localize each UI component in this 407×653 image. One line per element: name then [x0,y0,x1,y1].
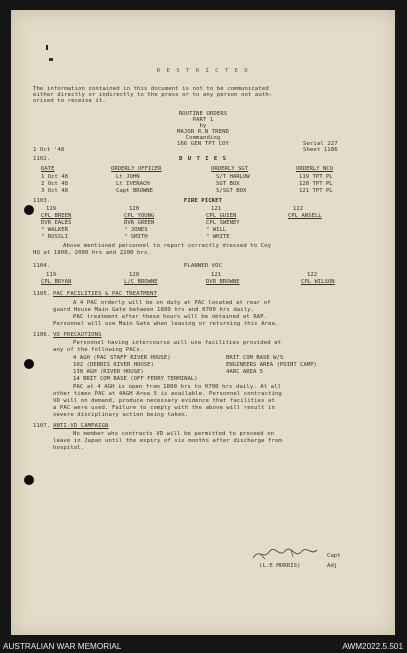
paragraph-line: Personnel having intercourse will use facilities provided at [73,340,282,346]
fire-picket-row [11,213,395,220]
section-title: FIRE PICKET [183,198,223,204]
document-page [11,10,395,635]
cell: CPL BRYAN [41,279,72,285]
cell: S/T HARLOW [216,174,250,180]
platoon-number: 120 [129,206,140,212]
platoon-number: 122 [307,272,318,278]
paragraph-line: any of the following PACs. [53,347,144,353]
pac-list-row [11,376,395,383]
staple-mark [46,45,48,50]
cell: " WILL [206,227,227,233]
cell: Capt BROWNE [116,188,154,194]
serial-number: Serial 227 [303,141,338,147]
section-number: 1106. [33,332,51,338]
platoon-number: 122 [293,206,304,212]
cell: 2 Oct 48 [41,181,68,187]
cell: L/C BROWNE [124,279,158,285]
orders-heading: Commanding [185,135,221,141]
signature-name: (L.E MORRIS) [259,563,301,569]
cell: Lt JOHN [116,174,140,180]
cell: 3 Oct 48 [41,188,68,194]
duties-row [11,174,395,181]
fire-picket-note: HQ at 1800, 2000 hrs and 2200 hrs. [33,250,151,256]
platoon-number: 121 [211,206,222,212]
column-header: ORDERLY OFFICER [111,166,162,172]
voc-header [11,272,395,279]
fire-picket-row [11,220,395,227]
orders-heading: ROUTINE ORDERS [178,111,228,117]
paragraph-line: guard House Main Gate between 1800 hrs and 0700 hrs daily. [53,307,255,313]
cell: Lt IVERACH [116,181,150,187]
platoon-number: 119 [46,272,57,278]
notice-line: either directly or indirectly to the press or to any person not auth- [33,92,273,98]
cell: CPL WILSON [301,279,335,285]
fire-picket-row [11,234,395,241]
section-number: 1102. [33,156,51,162]
platoon-number: 119 [46,206,57,212]
pac-location: ENGINEERS AREA (POINT CAMP) [226,362,317,368]
cell: " SMITH [124,234,148,240]
orders-heading: MAJOR R.N TREND [176,129,230,135]
section-title: ANTI-VD CAMPAIGN [53,423,109,429]
security-banner: R E S T R I C T E D [156,68,250,74]
paragraph-line: PAC treatment after these hours will be obtained at RAP. [73,314,268,320]
section-title: PLANNED VOC [183,263,223,269]
cell: CPL YOUNG [124,213,155,219]
handwritten-signature [251,546,321,562]
cell: CPL SWENEY [206,220,240,226]
paragraph-line: VD will on demand, produce necessary evidence that facilities at [53,398,275,404]
notice-line: orised to receive it. [33,98,106,104]
column-header: DATE [41,166,55,172]
paragraph-line: A 4 PAC orderly will be on duty at PAC located at rear of [73,300,271,306]
cell: CPL BREEN [41,213,72,219]
paragraph-line: leave in Japan until the expiry of six months after discharge from [53,438,282,444]
staple-mark [49,58,53,61]
column-header: ORDERLY NCO [296,166,334,172]
pac-list-row [11,355,395,362]
orders-heading: 166 GEN TPT COY [176,141,230,147]
platoon-number: 120 [129,272,140,278]
paragraph-line: hospital. [53,445,85,451]
paragraph-line: a PAC were used. Failure to comply with the above will result in [53,405,275,411]
cell: DVR BROWNE [206,279,240,285]
paragraph-line: No member who contracts VD will be permitted to proceed on [73,431,275,437]
duties-row [11,188,395,195]
pac-location: 4 AGH (PAC STAFF RIVER HOUSE) [73,355,171,361]
duties-row [11,181,395,188]
cell: " ROSSLI [41,234,68,240]
footer-bar [0,640,407,653]
pac-location: 4ARC AREA 5 [226,369,264,375]
cell: DVR EALES [41,220,72,226]
signature-rank: Capt [327,553,341,559]
section-number: 1104. [33,263,51,269]
section-number: 1105. [33,291,51,297]
platoon-number: 121 [211,272,222,278]
signature-title: Adj [327,563,338,569]
section-title: VD PRECAUTIONS [53,332,102,338]
cell: DVR GREEN [124,220,155,226]
paragraph-line: PAC at 4 AGH is open from 1800 hrs to 0700 hrs daily. At all [73,384,282,390]
pac-location: 130 AGH (RIVER HOUSE) [73,369,144,375]
fire-picket-header [11,206,395,213]
cell: " JONES [124,227,148,233]
order-date: 1 Oct '48 [33,147,65,153]
pac-list-row [11,369,395,376]
duties-header [11,166,395,173]
cell: 1 Oct 48 [41,174,68,180]
cell: SGT BOX [216,181,240,187]
paragraph-line: Personnel will use Main Gate when leaving or returning this Area. [53,321,279,327]
cell: CPL ANSELL [288,213,322,219]
column-header: ORDERLY SGT [211,166,249,172]
paragraph-line: severe disciplinary action being taken. [53,412,189,418]
orders-heading: by [199,123,207,129]
voc-row [11,279,395,286]
paragraph-line: other times PAC at 4AGH Area 5 is available. Personnel contracting [53,391,282,397]
fire-picket-row [11,227,395,234]
section-number: 1107. [33,423,51,429]
cell: 119 TPT PL [299,174,333,180]
cell: S/SGT BOX [216,188,247,194]
cell: 120 TPT PL [299,181,333,187]
pac-location: 102 (DEBRIS RIVER HOUSE) [73,362,154,368]
cell: " WALKER [41,227,68,233]
pac-list-row [11,362,395,369]
punch-hole [24,475,34,485]
pac-location: BRIT COM BASE W/S [226,355,284,361]
fire-picket-note: Above mentioned personnel to report correctly dressed to Coy [63,243,272,249]
sheet-number: Sheet 1186 [303,147,338,153]
orders-heading: PART 1 [192,117,214,123]
section-number: 1103. [33,198,51,204]
pac-location: 14 BRIT COM BASE (OFF FERRY TERMINAL) [73,376,198,382]
footer-source: AUSTRALIAN WAR MEMORIAL [3,642,122,651]
notice-line: The information contained in this document is not to be communicated [33,86,269,92]
cell: 121 TPT PL [299,188,333,194]
cell: CPL GUIEN [206,213,237,219]
signature-block [251,546,341,569]
cell: " WHITE [206,234,230,240]
footer-reference: AWM2022.5.501 [342,642,403,651]
section-title: D U T I E S [178,156,228,162]
section-title: PAC FACILITIES & PAC TREATMENT [53,291,158,297]
